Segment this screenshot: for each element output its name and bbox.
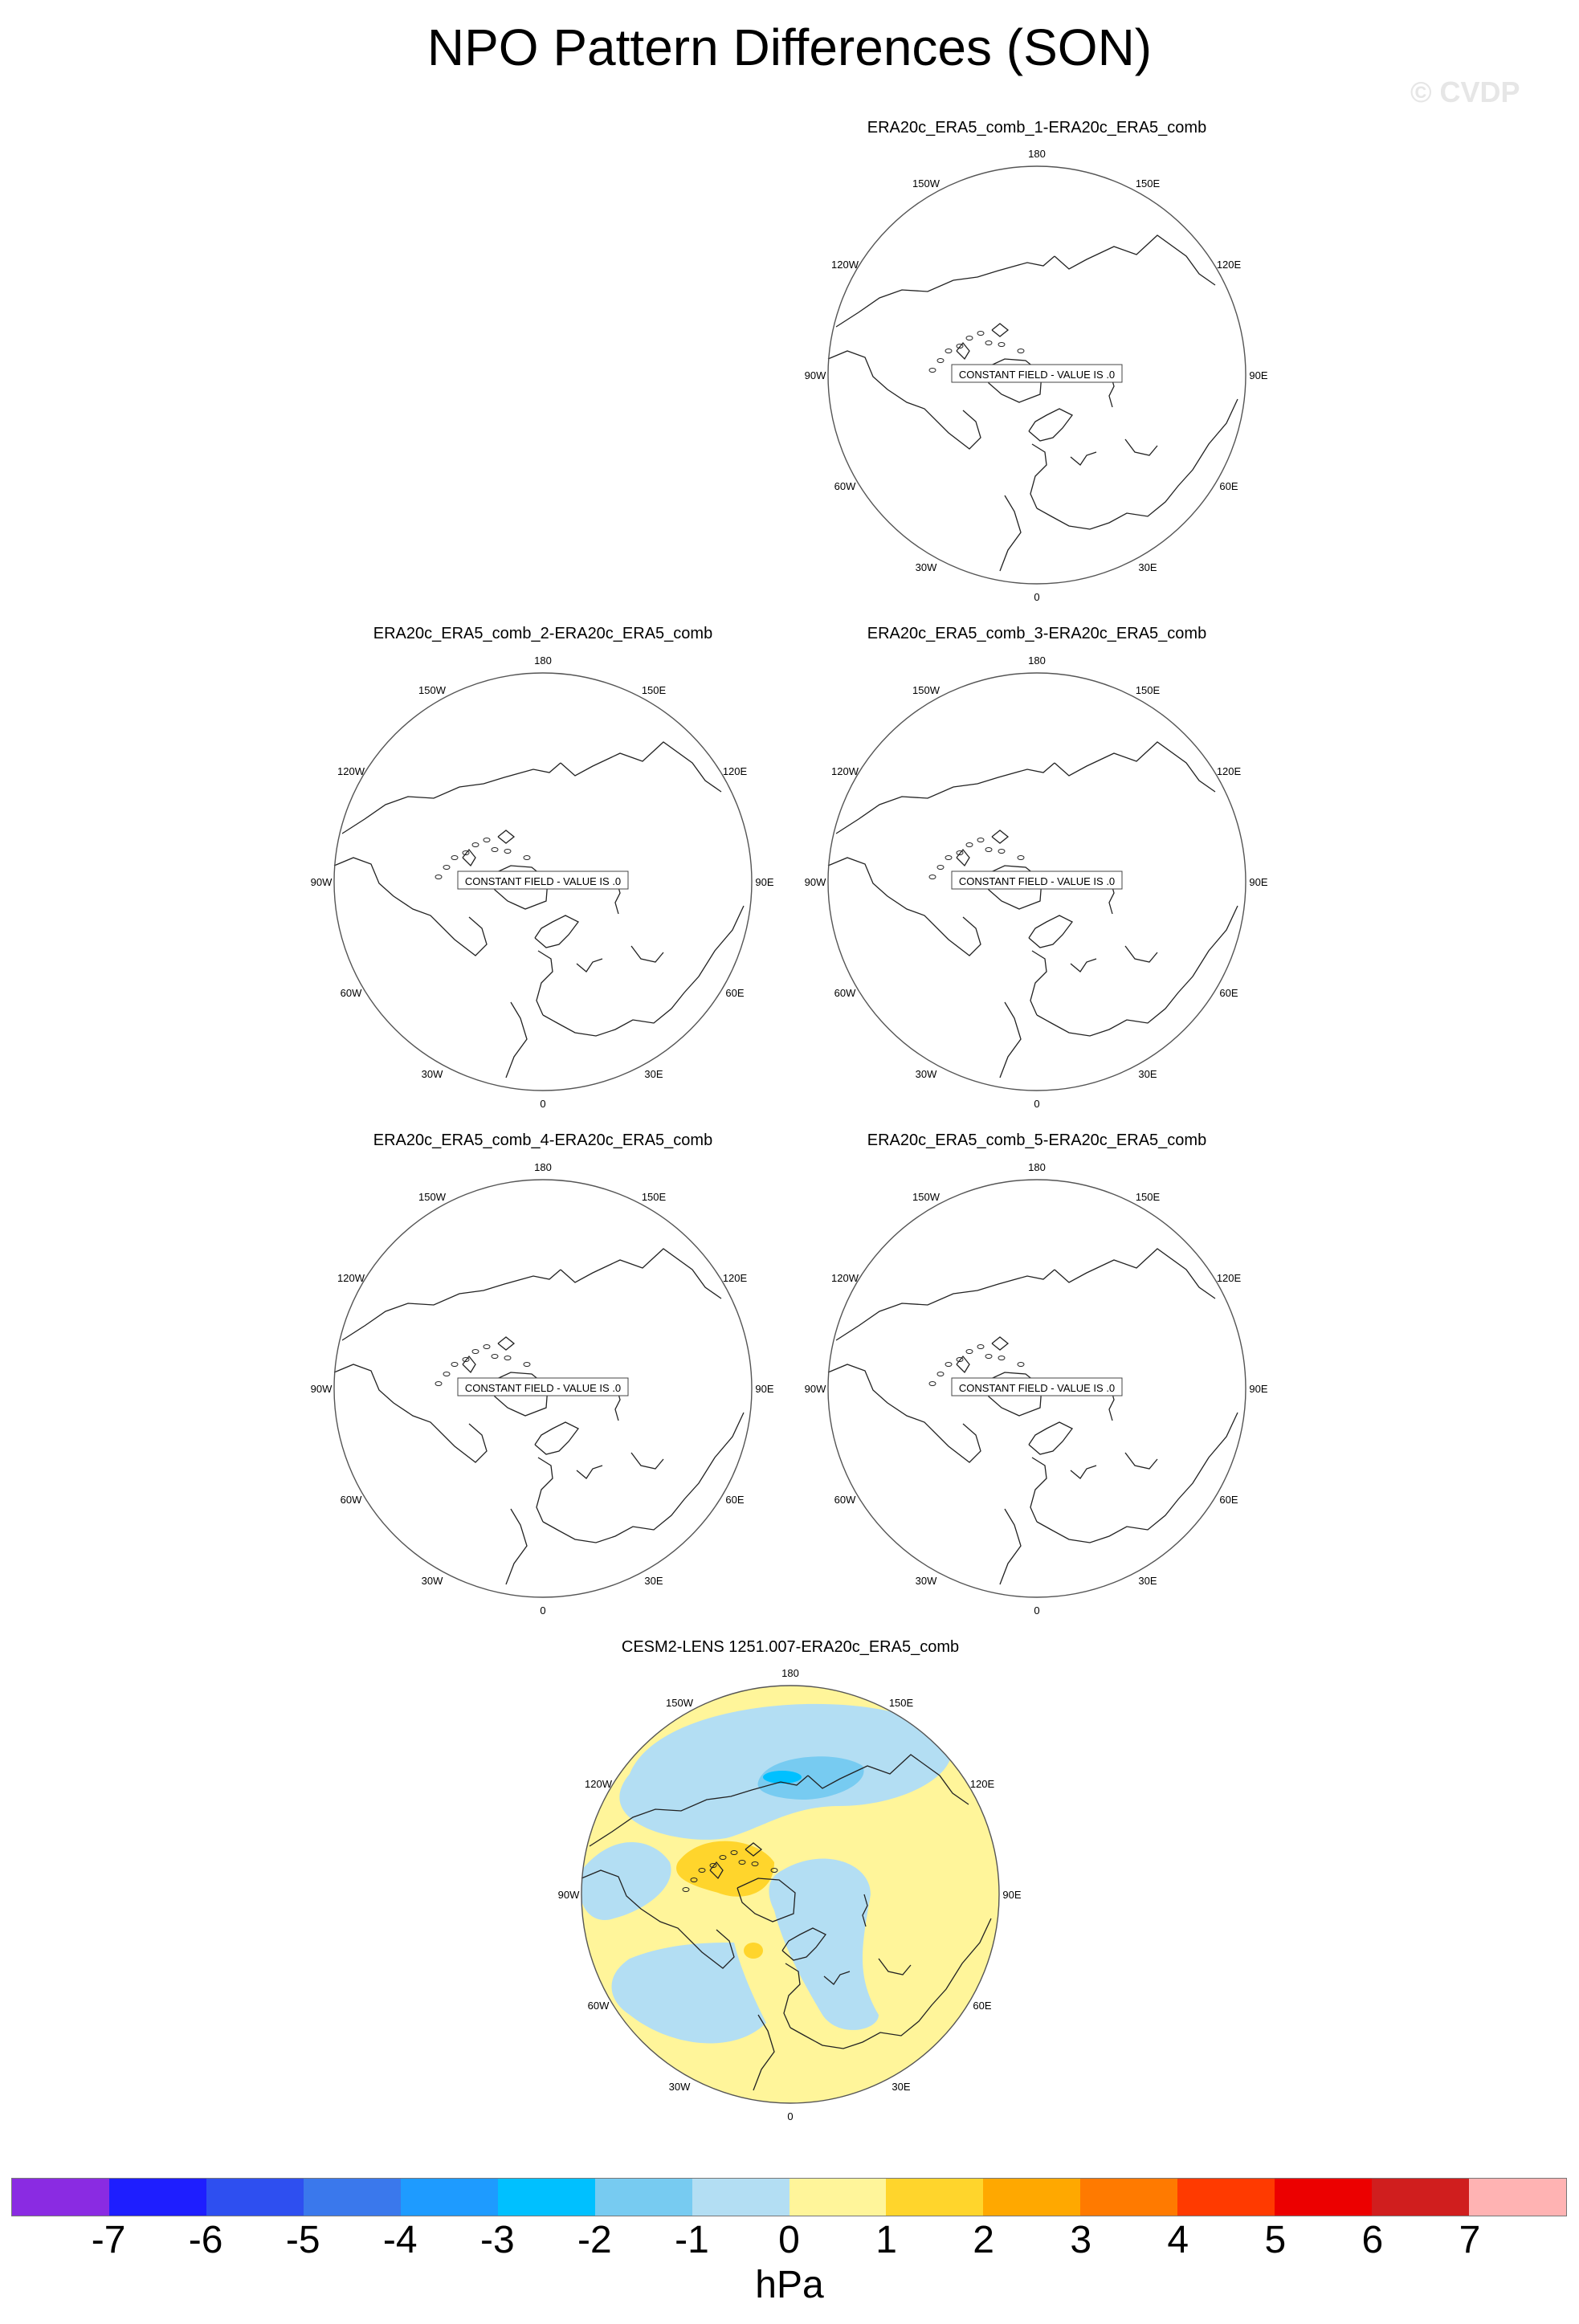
colorbar-tick-label: -3 — [479, 2219, 515, 2261]
longitude-label: 150W — [418, 1191, 446, 1203]
longitude-label: 90E — [755, 1383, 774, 1395]
panel-title-1: ERA20c_ERA5_comb_1-ERA20c_ERA5_comb — [867, 119, 1207, 137]
longitude-label: 60W — [834, 480, 856, 492]
polar-map-5 — [804, 1161, 1268, 1617]
longitude-label: 60E — [1219, 480, 1238, 492]
longitude-label: 120E — [1216, 1272, 1242, 1284]
polar-map-1 — [804, 148, 1268, 603]
longitude-label: 120W — [337, 1272, 365, 1284]
longitude-label: 60W — [340, 987, 362, 999]
colorbar-swatch — [1275, 2179, 1372, 2216]
colorbar-swatch — [1372, 2179, 1469, 2216]
colorbar-tick-label: -1 — [675, 2219, 709, 2261]
longitude-label: 60E — [1219, 987, 1238, 999]
longitude-label: 120E — [722, 1272, 748, 1284]
longitude-label: 120E — [969, 1778, 995, 1790]
colorbar-tick-label: 1 — [875, 2219, 897, 2261]
panel-title-6: CESM2-LENS 1251.007-ERA20c_ERA5_comb — [621, 1638, 960, 1656]
longitude-label: 120W — [831, 1272, 859, 1284]
constant-field-label: CONSTANT FIELD - VALUE IS .0 — [464, 875, 622, 887]
longitude-label: 150E — [888, 1697, 914, 1709]
longitude-label: 150E — [641, 1191, 667, 1203]
longitude-label: 90E — [1249, 1383, 1268, 1395]
colorbar-tick-label: 2 — [973, 2219, 994, 2261]
longitude-label: 120E — [722, 765, 748, 777]
longitude-label: 180 — [1028, 654, 1046, 667]
longitude-label: 60E — [725, 1494, 745, 1506]
panel-title-3: ERA20c_ERA5_comb_3-ERA20c_ERA5_comb — [867, 625, 1207, 642]
constant-field-label: CONSTANT FIELD - VALUE IS .0 — [464, 1382, 622, 1394]
longitude-label: 90W — [310, 1383, 333, 1395]
colorbar-swatch — [1469, 2179, 1566, 2216]
polar-map-2 — [310, 654, 774, 1110]
longitude-label: 90W — [804, 369, 826, 381]
colorbar-units: hPa — [755, 2264, 824, 2306]
constant-field-label: CONSTANT FIELD - VALUE IS .0 — [958, 369, 1116, 381]
longitude-label: 90W — [310, 876, 333, 888]
colorbar-tick-label: -4 — [382, 2219, 418, 2261]
longitude-label: 120E — [1216, 765, 1242, 777]
colorbar-tick-label: 5 — [1264, 2219, 1287, 2261]
longitude-label: 120W — [831, 259, 859, 271]
longitude-label: 30E — [644, 1068, 663, 1080]
colorbar-tick-label: 6 — [1361, 2219, 1384, 2261]
longitude-label: 150W — [666, 1697, 693, 1709]
colorbar-swatch — [1080, 2179, 1177, 2216]
colorbar-swatch — [1177, 2179, 1275, 2216]
longitude-label: 30W — [915, 561, 937, 573]
longitude-label: 150W — [912, 684, 940, 696]
longitude-label: 150W — [912, 177, 940, 190]
longitude-label: 60E — [1219, 1494, 1238, 1506]
longitude-label: 60W — [587, 2000, 610, 2012]
polar-map-4 — [310, 1161, 774, 1617]
panel-title-5: ERA20c_ERA5_comb_5-ERA20c_ERA5_comb — [867, 1131, 1207, 1149]
colorbar-swatch — [12, 2179, 109, 2216]
figure-title: NPO Pattern Differences (SON) — [426, 18, 1153, 76]
anomaly-field — [579, 1686, 999, 2103]
longitude-label: 60E — [725, 987, 745, 999]
colorbar-swatch — [790, 2179, 887, 2216]
longitude-label: 150W — [912, 1191, 940, 1203]
longitude-label: 120E — [1216, 259, 1242, 271]
colorbar-swatch — [886, 2179, 983, 2216]
longitude-label: 150E — [1135, 684, 1161, 696]
constant-field-box — [952, 365, 1122, 382]
panel-title-2: ERA20c_ERA5_comb_2-ERA20c_ERA5_comb — [373, 625, 713, 642]
longitude-label: 60W — [834, 987, 856, 999]
longitude-label: 0 — [787, 2110, 794, 2122]
colorbar-swatch — [595, 2179, 692, 2216]
constant-field-label: CONSTANT FIELD - VALUE IS .0 — [958, 875, 1116, 887]
colorbar-tick-label: 4 — [1167, 2219, 1189, 2261]
colorbar-swatch — [401, 2179, 498, 2216]
longitude-label: 120W — [337, 765, 365, 777]
colorbar-tick-label: -2 — [577, 2219, 612, 2261]
colorbar-swatch — [692, 2179, 790, 2216]
longitude-label: 30E — [892, 2081, 911, 2093]
longitude-label: 90W — [804, 876, 826, 888]
constant-field-box — [952, 871, 1122, 889]
polar-map-3 — [804, 654, 1268, 1110]
longitude-label: 30E — [1138, 561, 1157, 573]
constant-field-box — [458, 871, 628, 889]
polar-map-6 — [557, 1667, 1022, 2122]
longitude-label: 120W — [585, 1778, 612, 1790]
longitude-label: 0 — [1034, 1604, 1040, 1617]
colorbar-tick-label: -6 — [188, 2219, 223, 2261]
colorbar-swatch — [304, 2179, 401, 2216]
colorbar-swatch — [498, 2179, 595, 2216]
longitude-label: 180 — [1028, 148, 1046, 160]
colorbar-tick-label: -7 — [91, 2219, 126, 2261]
colorbar-swatch — [206, 2179, 304, 2216]
colorbar-tick-label: 3 — [1070, 2219, 1092, 2261]
colorbar — [11, 2178, 1567, 2216]
longitude-label: 0 — [1034, 1098, 1040, 1110]
longitude-label: 180 — [1028, 1161, 1046, 1173]
longitude-label: 30E — [1138, 1068, 1157, 1080]
longitude-label: 0 — [540, 1098, 546, 1110]
longitude-label: 30E — [644, 1575, 663, 1587]
colorbar-swatch — [983, 2179, 1080, 2216]
panel-title-4: ERA20c_ERA5_comb_4-ERA20c_ERA5_comb — [373, 1131, 713, 1149]
longitude-label: 90E — [1249, 369, 1268, 381]
longitude-label: 90E — [755, 876, 774, 888]
longitude-label: 30E — [1138, 1575, 1157, 1587]
longitude-label: 60W — [834, 1494, 856, 1506]
longitude-label: 30W — [915, 1575, 937, 1587]
watermark: © CVDP — [1410, 75, 1520, 108]
longitude-label: 30W — [421, 1575, 443, 1587]
longitude-label: 0 — [540, 1604, 546, 1617]
longitude-label: 150E — [641, 684, 667, 696]
longitude-label: 180 — [534, 1161, 552, 1173]
longitude-label: 150W — [418, 684, 446, 696]
colorbar-tick-label: 7 — [1459, 2219, 1481, 2261]
constant-field-box — [952, 1378, 1122, 1396]
longitude-label: 120W — [831, 765, 859, 777]
colorbar-tick-label: 0 — [778, 2219, 800, 2261]
longitude-label: 30W — [668, 2081, 691, 2093]
longitude-label: 0 — [1034, 591, 1040, 603]
longitude-label: 60E — [973, 2000, 992, 2012]
constant-field-label: CONSTANT FIELD - VALUE IS .0 — [958, 1382, 1116, 1394]
longitude-label: 180 — [781, 1667, 799, 1679]
longitude-label: 60W — [340, 1494, 362, 1506]
colorbar-tick-label: -5 — [285, 2219, 320, 2261]
longitude-label: 180 — [534, 654, 552, 667]
colorbar-swatch — [109, 2179, 206, 2216]
longitude-label: 90W — [804, 1383, 826, 1395]
longitude-label: 30W — [915, 1068, 937, 1080]
longitude-label: 90E — [1249, 876, 1268, 888]
longitude-label: 90E — [1002, 1889, 1022, 1901]
longitude-label: 30W — [421, 1068, 443, 1080]
constant-field-box — [458, 1378, 628, 1396]
longitude-label: 150E — [1135, 1191, 1161, 1203]
longitude-label: 150E — [1135, 177, 1161, 190]
longitude-label: 90W — [557, 1889, 580, 1901]
